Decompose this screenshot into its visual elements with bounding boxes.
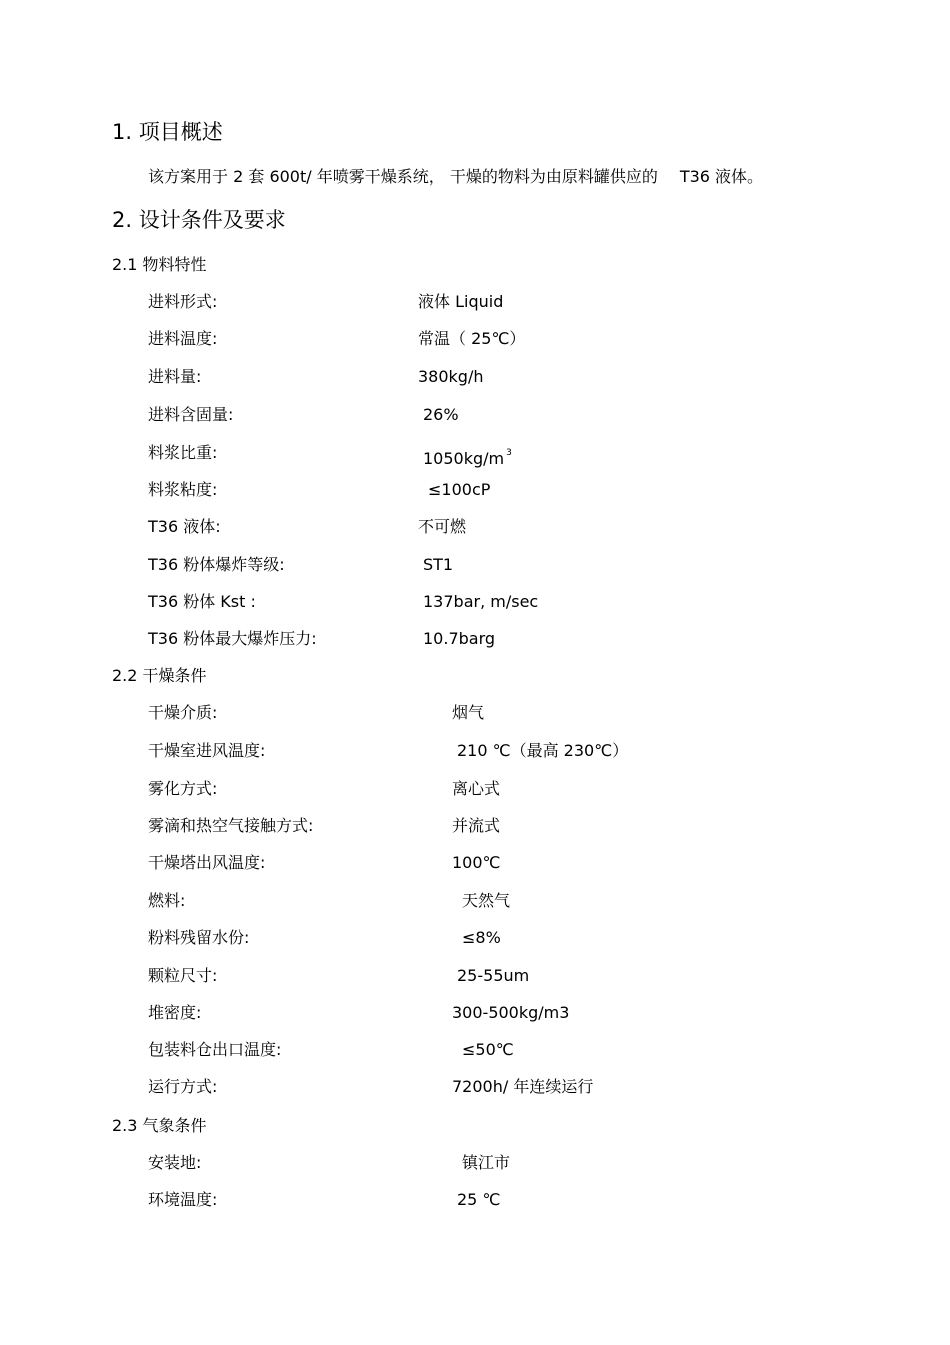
property-row [0, 628, 950, 650]
condition-value: 天然气 [462, 891, 511, 910]
property-value: 常温（ 25℃） [418, 329, 526, 348]
condition-label: 包装料仓出口温度: [148, 1040, 282, 1059]
condition-label: 堆密度: [148, 1003, 202, 1022]
property-value [423, 442, 512, 470]
property-value: 不可燃 [418, 517, 467, 536]
section-1-heading: 1. 项目概述 [112, 120, 223, 144]
condition-value: 300-500kg/m3 [452, 1003, 570, 1022]
condition-label: 粉料残留水份: [148, 928, 250, 947]
property-value: ≤100cP [428, 480, 491, 499]
property-row [0, 479, 950, 501]
condition-label: 雾滴和热空气接触方式: [148, 816, 314, 835]
property-row [0, 366, 950, 388]
condition-row [0, 852, 950, 874]
condition-label: 干燥介质: [148, 703, 218, 722]
property-label: T36 粉体爆炸等级: [148, 555, 285, 574]
condition-row [0, 740, 950, 762]
property-value: 380kg/h [418, 367, 484, 386]
property-value: 10.7barg [423, 629, 496, 648]
subsection-2-3-heading: 2.3 气象条件 [112, 1116, 207, 1135]
condition-label: 干燥塔出风温度: [148, 853, 266, 872]
weather-value: 镇江市 [462, 1153, 511, 1172]
condition-value: ≤8% [462, 928, 501, 947]
condition-label: 运行方式: [148, 1077, 218, 1096]
intro-paragraph [148, 166, 763, 188]
condition-value: 并流式 [452, 816, 501, 835]
condition-value: 烟气 [452, 703, 485, 722]
property-row [0, 328, 950, 350]
property-value: 26% [423, 405, 459, 424]
condition-value: 100℃ [452, 853, 501, 872]
weather-label: 环境温度: [148, 1190, 218, 1209]
condition-value: ≤50℃ [462, 1040, 514, 1059]
subsection-2-1-heading: 2.1 物料特性 [112, 255, 207, 274]
weather-label: 安装地: [148, 1153, 202, 1172]
condition-value: 离心式 [452, 779, 501, 798]
intro-text-end: T36 液体。 [679, 167, 764, 186]
property-label: 进料量: [148, 367, 202, 386]
condition-label: 燃料: [148, 891, 186, 910]
property-label: T36 粉体最大爆炸压力: [148, 629, 317, 648]
condition-value: 210 ℃（最高 230℃） [457, 741, 629, 760]
property-row [0, 442, 950, 468]
property-row [0, 554, 950, 576]
condition-label: 雾化方式: [148, 779, 218, 798]
property-label: T36 液体: [148, 517, 221, 536]
property-label: 料浆粘度: [148, 480, 218, 499]
property-value-text: 1050kg/m [423, 449, 505, 468]
property-value: 液体 Liquid [418, 292, 504, 311]
property-row [0, 291, 950, 313]
condition-label: 颗粒尺寸: [148, 966, 218, 985]
property-label: 进料温度: [148, 329, 218, 348]
property-row [0, 404, 950, 426]
superscript-exponent: 3 [506, 448, 512, 458]
condition-value: 25-55um [457, 966, 530, 985]
property-label: 进料形式: [148, 292, 218, 311]
condition-row [0, 965, 950, 987]
property-value: ST1 [423, 555, 454, 574]
weather-row [0, 1152, 950, 1174]
condition-row [0, 1039, 950, 1061]
property-label: 进料含固量: [148, 405, 234, 424]
condition-row [0, 1002, 950, 1024]
section-2-heading: 2. 设计条件及要求 [112, 208, 286, 232]
weather-value: 25 ℃ [457, 1190, 501, 1209]
condition-value: 7200h/ 年连续运行 [452, 1077, 594, 1096]
property-value: 137bar, m/sec [423, 592, 539, 611]
intro-text-main: 该方案用于 2 套 600t/ 年喷雾干燥系统， 干燥的物料为由原料罐供应的 [148, 167, 658, 186]
weather-row [0, 1189, 950, 1211]
property-label: 料浆比重: [148, 443, 218, 462]
property-row [0, 516, 950, 538]
property-label: T36 粉体 Kst : [148, 592, 256, 611]
condition-label: 干燥室进风温度: [148, 741, 266, 760]
condition-row [0, 778, 950, 800]
property-row [0, 591, 950, 613]
condition-row [0, 815, 950, 837]
condition-row [0, 702, 950, 724]
condition-row [0, 1076, 950, 1098]
condition-row [0, 927, 950, 949]
subsection-2-2-heading: 2.2 干燥条件 [112, 666, 207, 685]
condition-row [0, 890, 950, 912]
